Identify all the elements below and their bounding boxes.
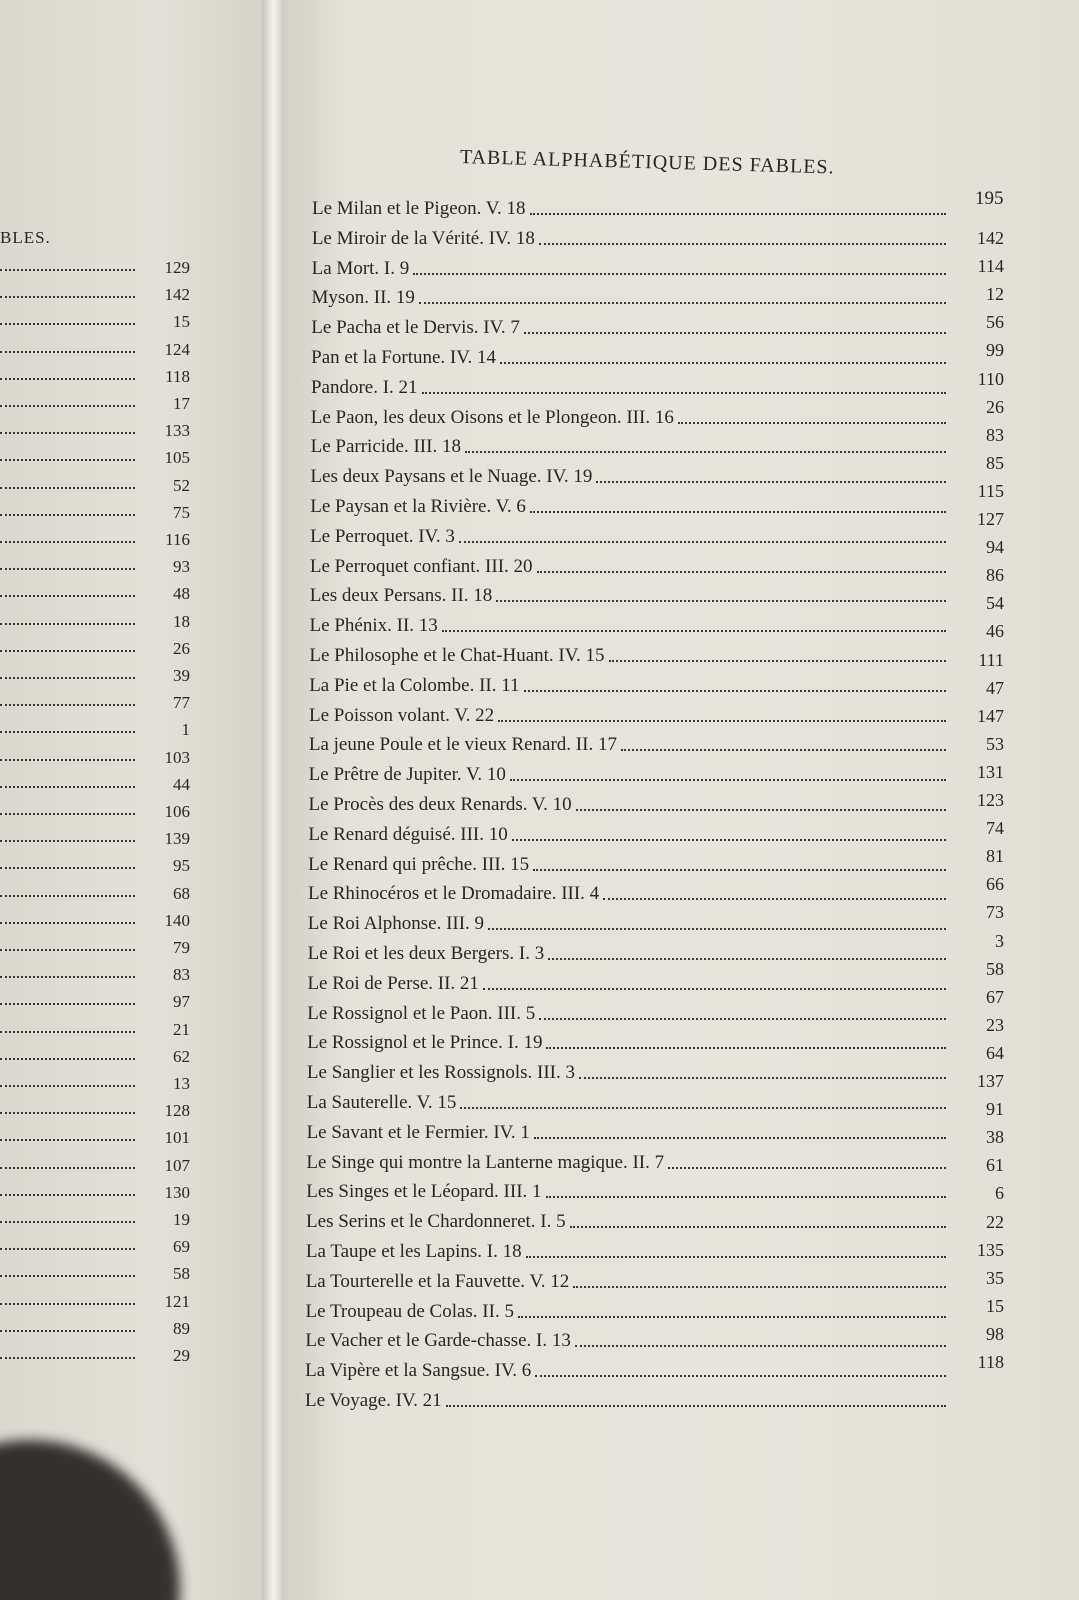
fable-entry	[311, 407, 950, 433]
page-reference: 83	[986, 424, 1004, 445]
left-page-reference: 128	[164, 1101, 190, 1121]
fable-entry	[311, 347, 950, 373]
fable-entry	[310, 585, 950, 611]
page-reference: 64	[986, 1042, 1004, 1063]
left-index-row	[0, 1319, 190, 1341]
dot-leader	[533, 869, 946, 871]
left-index-row	[0, 829, 190, 851]
fable-title: La Pie et la Colombe. II. 11	[309, 674, 520, 696]
dot-leader	[496, 600, 946, 602]
fable-title: La jeune Poule et le vieux Renard. II. 17	[308, 734, 617, 756]
dot-leader	[0, 1194, 135, 1196]
left-index-row	[0, 612, 190, 634]
left-index-row	[0, 1047, 190, 1069]
page-reference: 66	[986, 874, 1004, 895]
fable-title: Le Philosophe et le Chat-Huant. IV. 15	[309, 645, 605, 666]
left-index-row	[0, 1292, 190, 1314]
fable-entry	[305, 1330, 950, 1356]
page-reference: 147	[977, 705, 1004, 726]
left-index-row	[0, 421, 190, 443]
left-page-reference: 93	[173, 557, 190, 577]
fable-entry	[311, 317, 950, 343]
left-page-reference: 118	[165, 366, 190, 386]
fable-title: Le Parricide. III. 18	[310, 436, 461, 458]
left-page-reference: 69	[173, 1237, 190, 1257]
page-reference: 35	[986, 1267, 1004, 1288]
page-number: 195	[975, 188, 1004, 209]
page-reference: 85	[986, 452, 1004, 473]
fable-title: Le Miroir de la Vérité. IV. 18	[311, 227, 535, 249]
fable-entry	[311, 436, 950, 462]
dot-leader	[546, 1196, 946, 1198]
dot-leader	[413, 273, 946, 275]
dot-leader	[524, 332, 946, 334]
left-index-row	[0, 448, 190, 470]
dot-leader	[576, 809, 946, 811]
fable-title: Le Renard qui prêche. III. 15	[308, 853, 530, 875]
fable-entry	[309, 675, 950, 701]
left-page-reference: 103	[164, 747, 190, 767]
dot-leader	[0, 677, 135, 679]
left-index-row	[0, 1264, 190, 1286]
page-reference: 131	[977, 761, 1004, 782]
left-index-row	[0, 965, 190, 987]
dot-leader	[0, 1167, 135, 1169]
fable-entry	[308, 883, 950, 909]
fable-entry	[312, 228, 950, 254]
left-index-row	[0, 503, 190, 525]
page-reference: 74	[986, 818, 1004, 839]
dot-leader	[0, 1139, 135, 1141]
fable-entry	[307, 1003, 950, 1029]
fable-entry	[309, 705, 950, 731]
left-index-row	[0, 1346, 190, 1368]
page-reference: 99	[986, 340, 1004, 361]
page-reference: 15	[986, 1295, 1004, 1316]
left-page-reference: 83	[173, 965, 190, 985]
dot-leader	[678, 422, 946, 424]
dot-leader	[0, 1303, 135, 1305]
fable-entry	[308, 913, 950, 939]
fable-title: Le Milan et le Pigeon. V. 18	[312, 198, 526, 219]
left-page-reference: 106	[164, 802, 190, 821]
left-index-row	[0, 394, 190, 416]
page-reference: 26	[986, 396, 1004, 417]
page-reference: 127	[977, 509, 1004, 529]
dot-leader	[0, 1112, 135, 1114]
left-index-row	[0, 720, 190, 742]
dot-leader	[459, 541, 946, 543]
dot-leader	[0, 323, 135, 325]
left-page-reference: 116	[165, 530, 190, 549]
dot-leader	[609, 660, 946, 662]
fable-entry	[305, 1360, 950, 1386]
fable-entry	[310, 556, 950, 582]
fable-title: Le Rhinocéros et le Dromadaire. III. 4	[307, 883, 600, 905]
page-reference: 81	[986, 846, 1004, 867]
dot-leader	[0, 432, 135, 434]
page-reference: 94	[986, 537, 1004, 558]
page-reference: 61	[986, 1155, 1004, 1176]
left-index-row	[0, 285, 190, 307]
left-page-reference: 26	[173, 638, 190, 658]
dot-leader	[0, 1003, 135, 1005]
left-index-row	[0, 1210, 190, 1232]
dot-leader	[570, 1226, 946, 1228]
fable-title: Le Rossignol et le Prince. I. 19	[307, 1032, 543, 1054]
left-page-reference: 77	[173, 693, 190, 713]
dot-leader	[0, 623, 135, 625]
left-page-title-fragment: BLES.	[0, 228, 51, 247]
dot-leader	[0, 1330, 135, 1332]
left-page-reference: 48	[173, 584, 190, 604]
dot-leader	[419, 302, 946, 304]
left-page-reference: 15	[173, 312, 190, 332]
dot-leader	[0, 704, 135, 706]
left-page-reference: 19	[173, 1210, 190, 1229]
left-page-reference: 17	[173, 394, 190, 413]
fable-title: Le Paysan et la Rivière. V. 6	[310, 496, 526, 517]
dot-leader	[596, 481, 946, 483]
page-reference: 38	[986, 1127, 1004, 1148]
page-reference: 98	[986, 1323, 1004, 1344]
fable-entry	[308, 943, 950, 969]
left-index-row	[0, 992, 190, 1014]
left-index-row	[0, 1156, 190, 1178]
dot-leader	[0, 568, 135, 570]
left-page-reference: 39	[173, 666, 190, 685]
left-index-row	[0, 775, 190, 797]
fable-title: Le Roi de Perse. II. 21	[307, 972, 479, 994]
dot-leader	[0, 541, 135, 543]
fable-title: Le Phénix. II. 13	[309, 615, 438, 637]
fable-entry	[307, 1092, 950, 1118]
left-page-reference: 133	[164, 421, 190, 441]
fable-title: Le Voyage. IV. 21	[305, 1390, 442, 1411]
fable-entry	[306, 1301, 950, 1327]
fable-title: Le Troupeau de Colas. II. 5	[305, 1300, 514, 1322]
dot-leader	[512, 839, 946, 841]
dot-leader	[0, 1275, 135, 1277]
dot-leader	[0, 269, 135, 271]
dot-leader	[537, 571, 946, 573]
fable-entry	[307, 1062, 950, 1088]
page-header: TABLE ALPHABÉTIQUE DES FABLES.	[459, 146, 835, 179]
fable-entry	[306, 1271, 950, 1297]
dot-leader	[446, 1405, 946, 1407]
left-page	[0, 0, 268, 1600]
left-index-row	[0, 312, 190, 334]
left-index-row	[0, 1183, 190, 1205]
fable-title: Le Paon, les deux Oisons et le Plongeon. III. 16	[310, 406, 674, 428]
fable-title: Le Vacher et le Garde-chasse. I. 13	[305, 1330, 571, 1352]
left-index-row	[0, 748, 190, 770]
page-reference: 46	[986, 621, 1004, 642]
left-page-reference: 95	[173, 856, 190, 876]
left-index-row	[0, 856, 190, 878]
dot-leader	[573, 1286, 946, 1288]
dot-leader	[603, 898, 946, 900]
dot-leader	[0, 351, 135, 353]
page-reference: 142	[977, 228, 1004, 248]
fable-entry	[307, 1032, 950, 1058]
page-reference: 3	[995, 930, 1004, 951]
dot-leader	[0, 895, 135, 897]
fable-entry	[308, 854, 950, 880]
dot-leader	[0, 650, 135, 652]
dot-leader	[0, 949, 135, 951]
page-reference: 114	[977, 256, 1004, 277]
page-reference: 123	[977, 790, 1004, 810]
fable-title: Pan et la Fortune. IV. 14	[311, 347, 497, 368]
fable-title: La Vipère et la Sangsue. IV. 6	[305, 1360, 532, 1382]
dot-leader	[524, 690, 946, 692]
dot-leader	[442, 630, 946, 632]
dot-leader	[539, 243, 946, 245]
page-reference: 67	[986, 986, 1004, 1007]
fable-title: Les Singes et le Léopard. III. 1	[306, 1181, 542, 1203]
fable-entry	[306, 1211, 950, 1237]
dot-leader	[668, 1167, 946, 1169]
left-page-reference: 68	[173, 883, 190, 903]
left-page-reference: 52	[173, 475, 190, 495]
dot-leader	[539, 1018, 946, 1020]
dot-leader	[0, 459, 135, 461]
dot-leader	[530, 511, 946, 513]
page-reference: 118	[977, 1352, 1004, 1372]
fable-title: Myson. II. 19	[311, 287, 415, 309]
dot-leader	[526, 1256, 946, 1258]
left-page-reference: 62	[173, 1046, 190, 1066]
fable-entry	[307, 973, 950, 999]
page-reference: 135	[977, 1239, 1004, 1260]
dot-leader	[534, 1137, 946, 1139]
left-index-row	[0, 476, 190, 498]
page-reference: 58	[986, 958, 1004, 979]
fable-entry	[310, 496, 950, 522]
dot-leader	[498, 720, 946, 722]
fable-entry	[311, 287, 950, 313]
left-index-row	[0, 557, 190, 579]
dot-leader	[0, 840, 135, 842]
fable-title: Le Savant et le Fermier. IV. 1	[306, 1121, 530, 1143]
left-index-row	[0, 884, 190, 906]
dot-leader	[483, 988, 946, 990]
left-page-reference: 58	[173, 1264, 190, 1284]
fable-title: Le Procès des deux Renards. V. 10	[308, 794, 572, 815]
fable-title: La Mort. I. 9	[311, 257, 410, 279]
fable-entry	[309, 734, 950, 760]
left-index-row	[0, 1128, 190, 1150]
dot-leader	[0, 922, 135, 924]
left-index-row	[0, 530, 190, 552]
left-index-row	[0, 938, 190, 960]
dot-leader	[0, 1357, 135, 1359]
left-page-reference: 97	[173, 992, 190, 1012]
left-page-reference: 140	[164, 910, 190, 930]
dot-leader	[0, 595, 135, 597]
dot-leader	[530, 213, 946, 215]
page-reference: 23	[986, 1014, 1004, 1035]
dot-leader	[518, 1316, 946, 1318]
left-page-reference: 1	[181, 720, 190, 740]
dot-leader	[0, 1058, 135, 1060]
left-page-reference: 21	[173, 1019, 190, 1039]
hand-shadow	[0, 1440, 180, 1600]
left-page-reference: 130	[164, 1182, 190, 1202]
left-page-reference: 18	[173, 611, 190, 631]
fable-entry	[310, 466, 950, 492]
fable-title: Pandore. I. 21	[310, 376, 418, 398]
page-reference: 137	[977, 1071, 1004, 1091]
left-page-reference: 89	[173, 1318, 190, 1338]
fable-entry	[306, 1241, 950, 1267]
page-reference: 111	[978, 649, 1004, 670]
left-index-row	[0, 340, 190, 362]
left-page-reference: 75	[173, 502, 190, 522]
dot-leader	[0, 514, 135, 516]
dot-leader	[460, 1107, 946, 1109]
fable-title: Le Renard déguisé. III. 10	[308, 823, 508, 845]
dot-leader	[0, 976, 135, 978]
fable-title: La Tourterelle et la Fauvette. V. 12	[305, 1270, 570, 1292]
page-reference: 86	[986, 565, 1004, 586]
dot-leader	[0, 1248, 135, 1250]
left-index-row	[0, 802, 190, 824]
left-page-reference: 105	[164, 448, 190, 468]
fable-entry	[312, 198, 950, 224]
dot-leader	[0, 487, 135, 489]
dot-leader	[0, 1085, 135, 1087]
dot-leader	[488, 928, 946, 930]
dot-leader	[0, 759, 135, 761]
left-page-reference: 129	[164, 258, 190, 277]
left-index-row	[0, 1020, 190, 1042]
left-page-reference: 44	[173, 774, 190, 794]
fable-title: Le Singe qui montre la Lanterne magique. II. 7	[306, 1151, 665, 1173]
fable-entry	[312, 258, 950, 284]
dot-leader	[0, 1221, 135, 1223]
dot-leader	[579, 1077, 946, 1079]
page-reference: 56	[986, 312, 1004, 333]
dot-leader	[465, 451, 946, 453]
page-reference: 73	[986, 902, 1004, 923]
fable-entry	[305, 1390, 950, 1416]
left-page-reference: 139	[164, 829, 190, 849]
left-page-reference: 13	[173, 1074, 190, 1093]
fable-title: Les Serins et le Chardonneret. I. 5	[306, 1211, 566, 1233]
fable-entry	[307, 1122, 950, 1148]
left-index-row	[0, 367, 190, 389]
dot-leader	[510, 779, 946, 781]
fable-title: Le Perroquet. IV. 3	[310, 525, 455, 547]
fable-entry	[311, 377, 950, 403]
fable-title: Le Prêtre de Jupiter. V. 10	[308, 764, 506, 786]
dot-leader	[546, 1047, 946, 1049]
dot-leader	[0, 813, 135, 815]
fable-entry	[309, 645, 950, 671]
fable-title: Le Poisson volant. V. 22	[309, 704, 495, 726]
fable-title: Le Pacha et le Dervis. IV. 7	[311, 317, 520, 339]
left-index-row	[0, 258, 190, 280]
dot-leader	[0, 731, 135, 733]
page-reference: 115	[977, 480, 1004, 501]
page-reference: 53	[986, 733, 1004, 754]
left-page-reference: 79	[173, 938, 190, 957]
left-index-row	[0, 584, 190, 606]
left-index-row	[0, 1074, 190, 1096]
fable-entry	[309, 794, 951, 820]
fable-entry	[306, 1152, 950, 1178]
fable-title: La Sauterelle. V. 15	[306, 1092, 457, 1113]
dot-leader	[0, 378, 135, 380]
fable-title: Le Roi et les deux Bergers. I. 3	[307, 943, 545, 964]
left-page-reference: 142	[164, 285, 190, 305]
fable-title: Le Sanglier et les Rossignols. III. 3	[306, 1062, 575, 1084]
fable-title: Les deux Paysans et le Nuage. IV. 19	[310, 466, 593, 488]
dot-leader	[422, 392, 946, 394]
dot-leader	[0, 405, 135, 407]
dot-leader	[0, 786, 135, 788]
left-page-reference: 107	[164, 1155, 190, 1175]
page-reference: 110	[977, 368, 1004, 389]
dot-leader	[548, 958, 946, 960]
fable-entry	[308, 824, 950, 850]
fable-entry	[309, 764, 950, 790]
left-page-reference: 29	[173, 1346, 190, 1365]
page-reference: 91	[986, 1099, 1004, 1120]
page-reference: 12	[986, 284, 1004, 305]
fable-entry	[310, 526, 950, 552]
fable-entry	[310, 615, 950, 641]
dot-leader	[0, 296, 135, 298]
dot-leader	[621, 749, 946, 751]
fable-title: Le Rossignol et le Paon. III. 5	[307, 1002, 536, 1024]
left-index-row	[0, 639, 190, 661]
dot-leader	[535, 1375, 946, 1377]
fable-title: Le Perroquet confiant. III. 20	[309, 555, 533, 577]
page-reference: 54	[986, 593, 1004, 614]
left-index-row	[0, 693, 190, 715]
left-index-row	[0, 1237, 190, 1259]
left-index-row	[0, 666, 190, 688]
fable-title: Les deux Persans. II. 18	[309, 585, 493, 607]
page-reference: 6	[995, 1183, 1004, 1204]
left-index-row	[0, 911, 190, 933]
dot-leader	[500, 362, 946, 364]
left-index-row	[0, 1101, 190, 1123]
page-reference: 22	[986, 1211, 1004, 1232]
left-page-reference: 101	[164, 1128, 190, 1148]
dot-leader	[0, 1031, 135, 1033]
fable-title: La Taupe et les Lapins. I. 18	[305, 1241, 522, 1262]
fable-title: Le Roi Alphonse. III. 9	[307, 913, 485, 935]
dot-leader	[0, 867, 135, 869]
left-page-reference: 121	[164, 1291, 190, 1311]
fable-entry	[306, 1181, 950, 1207]
page-reference: 47	[986, 677, 1004, 698]
dot-leader	[575, 1345, 946, 1347]
left-page-reference: 124	[164, 339, 190, 359]
